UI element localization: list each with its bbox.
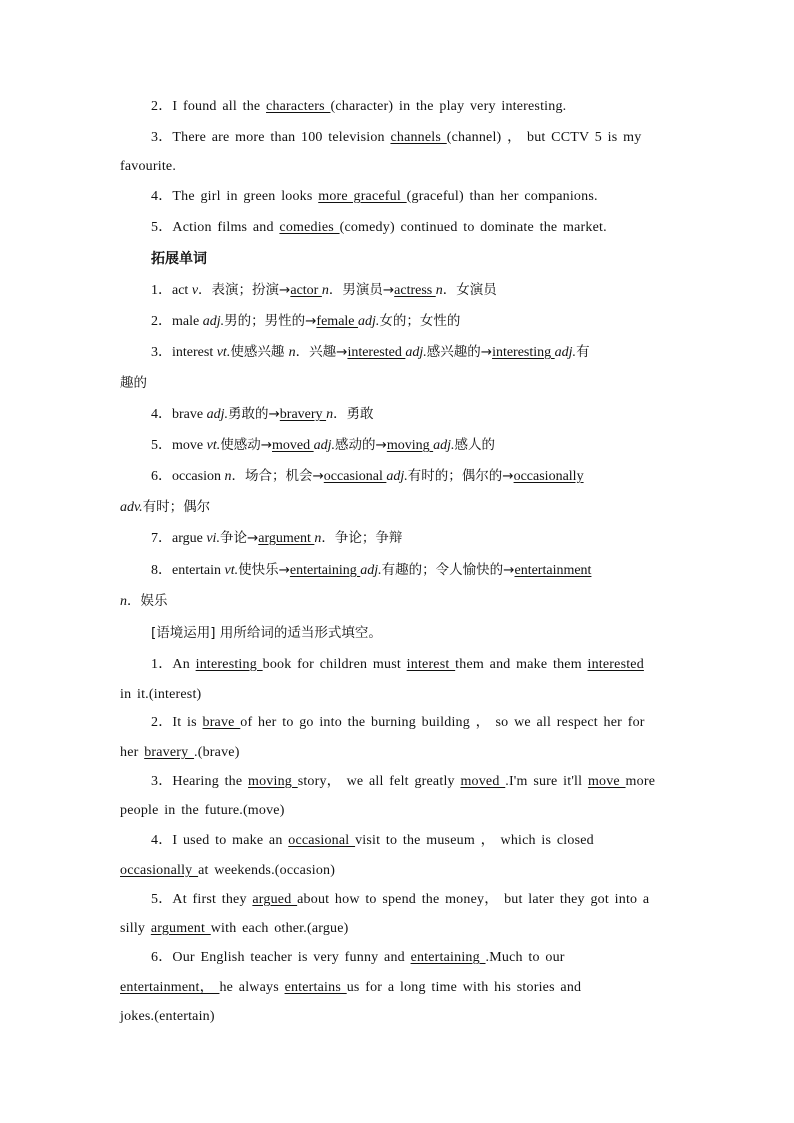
usage-item-4: 4．I used to make an occasional visit to the museum ， which is closed [151,833,594,848]
answer-blank: channels [390,130,447,145]
answer-blank: move [587,774,626,789]
vocab-line-7: 7．argue vi.争论→argument n．争论；争辩 [151,530,403,546]
vocab-line-8-continued: n．娱乐 [120,593,168,609]
answer-blank: occasionally [120,863,199,878]
section-heading-usage: [语境运用] 用所给词的适当形式填空。 [151,625,382,641]
answer-blank: interested [587,657,644,672]
answer-blank: more graceful [318,189,407,204]
answer-blank: interesting [492,345,555,360]
answer-blank: entertainment， [120,980,220,995]
answer-blank: entertaining [410,950,486,965]
answer-blank: actress [394,283,436,298]
vocab-line-1: 1．act v．表演；扮演→actor n．男演员→actress n．女演员 [151,282,497,298]
usage-item-6: 6．Our English teacher is very funny and entertaining .Much to our [151,950,565,965]
exercise-item-5: 5．Action films and comedies (comedy) continued to dominate the market. [151,220,607,235]
vocab-line-6-continued: adv.有时；偶尔 [120,499,211,515]
answer-blank: entertaining [289,563,361,578]
answer-blank: moved [460,774,506,789]
answer-blank: moved [272,438,314,453]
answer-blank: argument [150,921,211,936]
usage-item-3-continued: people in the future.(move) [120,803,285,818]
vocab-line-5: 5．move vt.使感动→moved adj.感动的→moving adj.感人的 [151,437,496,453]
usage-item-4-continued: occasionally at weekends.(occasion) [120,863,336,878]
answer-blank: moving [386,438,434,453]
answer-blank: argued [252,892,298,907]
answer-blank: interest [406,657,456,672]
vocab-line-3: 3．interest vt.使感兴趣 n．兴趣→interested adj.感兴趣的→interesting adj.有 [151,344,590,360]
answer-blank: female [316,314,359,329]
answer-blank: interested [347,345,406,360]
answer-blank: occasionally [513,469,584,484]
usage-item-1: 1．An interesting book for children must interest them and make them interested [151,657,644,672]
usage-item-6-continued: entertainment， he always entertains us for a long time with his stories and [120,980,582,995]
exercise-item-2: 2．I found all the characters (character) in the play very interesting. [151,99,567,114]
usage-item-5: 5．At first they argued about how to spend the money， but later they got into a [151,892,650,907]
exercise-item-4: 4．The girl in green looks more graceful (graceful) than her companions. [151,189,598,204]
answer-blank: bravery [144,745,195,760]
exercise-item-3-continued: favourite. [120,159,177,174]
vocab-line-4: 4．brave adj.勇敢的→bravery n．勇敢 [151,406,374,422]
vocab-line-2: 2．male adj.男的；男性的→female adj.女的；女性的 [151,313,461,329]
answer-blank: entertainment [514,563,592,578]
usage-item-3: 3．Hearing the moving story， we all felt greatly moved .I'm sure it'll move more [151,774,656,789]
answer-blank: entertains [284,980,347,995]
answer-blank: occasional [288,833,356,848]
usage-item-2-continued: her bravery .(brave) [120,745,240,760]
answer-blank: moving [248,774,298,789]
exercise-item-3: 3．There are more than 100 television channels (channel) ， but CCTV 5 is my [151,130,642,145]
answer-blank: occasional [323,469,387,484]
answer-blank: characters [266,99,331,114]
vocab-line-6: 6．occasion n．场合；机会→occasional adj.有时的；偶尔的→occasionally [151,468,584,484]
usage-item-5-continued: silly argument with each other.(argue) [120,921,349,936]
section-heading-expand: 拓展单词 [151,251,207,267]
answer-blank: bravery [279,407,327,422]
answer-blank: brave [202,715,241,730]
answer-blank: actor [290,283,322,298]
vocab-line-8: 8．entertain vt.使快乐→entertaining adj.有趣的；令人愉快的→entertainment [151,562,592,578]
usage-item-1-continued: in it.(interest) [120,687,202,702]
usage-item-6-continued-2: jokes.(entertain) [120,1009,215,1024]
vocab-line-3-continued: 趣的 [120,375,147,391]
answer-blank: argument [258,531,315,546]
usage-item-2: 2．It is brave of her to go into the burning building ， so we all respect her for [151,715,645,730]
answer-blank: comedies [279,220,340,235]
answer-blank: interesting [195,657,263,672]
